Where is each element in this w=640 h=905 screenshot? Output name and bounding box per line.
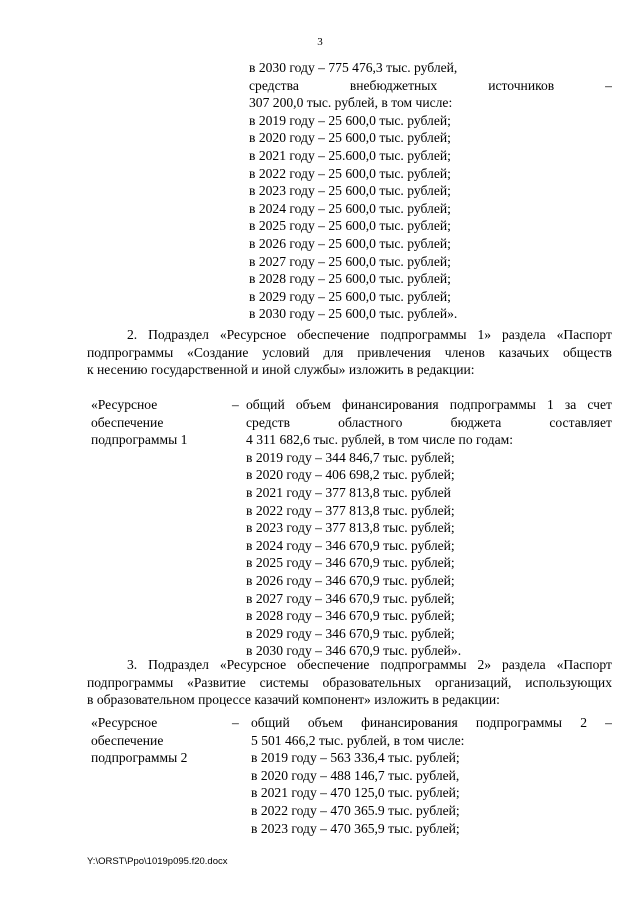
word: – bbox=[605, 77, 612, 93]
word: – bbox=[605, 715, 612, 730]
year-line: в 2024 году – 346 670,9 тыс. рублей; bbox=[246, 537, 455, 553]
year-line: в 2026 году – 25 600,0 тыс. рублей; bbox=[249, 236, 451, 251]
year-line: в 2025 году – 346 670,9 тыс. рублей; bbox=[246, 555, 455, 571]
word: обществ bbox=[563, 344, 612, 360]
year-line: в 2023 году – 377 813,8 тыс. рублей; bbox=[246, 520, 455, 536]
word: условий bbox=[262, 344, 310, 360]
year-line: в 2019 году – 344 846,7 тыс. рублей; bbox=[246, 449, 455, 465]
section3-resource-label: подпрограммы 2 bbox=[91, 750, 188, 766]
year-line: в 2021 году – 25.600,0 тыс. рублей; bbox=[249, 148, 451, 163]
word: 3. bbox=[127, 657, 138, 672]
file-path-footer: Y:\ORST\Ppo\1019p095.f20.docx bbox=[87, 856, 228, 867]
year-line: в 2028 году – 346 670,9 тыс. рублей; bbox=[246, 608, 455, 624]
word: раздела bbox=[501, 327, 546, 342]
year-line: в 2022 году – 470 365.9 тыс. рублей; bbox=[251, 803, 460, 818]
word: 2. bbox=[127, 327, 138, 342]
word: финансирования bbox=[341, 397, 439, 412]
word: 2 bbox=[580, 715, 588, 730]
word: составляет bbox=[549, 414, 612, 430]
funding-line: в 2030 году – 775 476,3 тыс. рублей, bbox=[249, 60, 458, 75]
section2-resource-label: «Ресурсное bbox=[91, 397, 158, 412]
year-line: в 2023 году – 25 600,0 тыс. рублей; bbox=[249, 183, 451, 199]
word: областного bbox=[338, 414, 403, 430]
year-line: в 2026 году – 346 670,9 тыс. рублей; bbox=[246, 573, 455, 588]
section3-desc-line1 bbox=[251, 714, 612, 732]
section2-resource-label: подпрограммы 1 bbox=[91, 432, 188, 448]
word: 1» bbox=[477, 327, 492, 342]
word: казачьих bbox=[498, 344, 550, 360]
word: подпрограммы bbox=[87, 674, 174, 690]
word: «Ресурсное bbox=[219, 657, 287, 672]
word: обеспечение bbox=[297, 327, 370, 342]
word: бюджета bbox=[450, 414, 502, 430]
word: за bbox=[564, 397, 577, 412]
year-line: в 2023 году – 470 365,9 тыс. рублей; bbox=[251, 820, 460, 836]
year-line: в 2029 году – 346 670,9 тыс. рублей; bbox=[246, 625, 455, 641]
year-line: в 2021 году – 470 125,0 тыс. рублей; bbox=[251, 785, 460, 801]
word: общий bbox=[251, 715, 290, 730]
word: Подраздел bbox=[148, 657, 209, 672]
word: объем bbox=[307, 715, 343, 730]
word: «Ресурсное bbox=[219, 327, 287, 342]
word: внебюджетных bbox=[349, 77, 438, 93]
section2-para-line2 bbox=[87, 344, 612, 362]
word: обеспечение bbox=[297, 657, 370, 672]
word: средств bbox=[246, 414, 290, 430]
year-line: в 2027 году – 346 670,9 тыс. рублей; bbox=[246, 590, 455, 606]
section3-para-line2 bbox=[87, 674, 612, 692]
word: раздела bbox=[501, 657, 546, 672]
section3-para-line3: в образовательном процессе казачий компонент» изложить в редакции: bbox=[87, 692, 500, 708]
section3-resource-label: обеспечение bbox=[91, 732, 164, 748]
year-line: в 2020 году – 488 146,7 тыс. рублей, bbox=[251, 767, 460, 783]
word: образовательных bbox=[322, 674, 422, 690]
word: Подраздел bbox=[148, 327, 209, 342]
word: подпрограммы bbox=[87, 344, 174, 360]
word: подпрограммы bbox=[380, 327, 467, 342]
word: привлечения bbox=[357, 344, 431, 360]
word: для bbox=[323, 344, 344, 360]
word: подпрограммы bbox=[449, 397, 536, 412]
word: «Паспорт bbox=[556, 657, 612, 672]
word: общий bbox=[246, 397, 285, 412]
section2-para-line1 bbox=[127, 326, 612, 344]
section2-para-line3: к несению государственной и иной службы» изложить в редакции: bbox=[87, 362, 475, 378]
section2-total: 4 311 682,6 тыс. рублей, в том числе по годам: bbox=[246, 432, 513, 448]
section3-resource-label: «Ресурсное bbox=[91, 715, 158, 730]
word: счет bbox=[587, 397, 612, 412]
extrabudgetary-line bbox=[249, 77, 612, 95]
year-line: в 2022 году – 377 813,8 тыс. рублей; bbox=[246, 502, 455, 518]
word: подпрограммы bbox=[475, 715, 563, 730]
section2-desc-line2 bbox=[246, 414, 612, 432]
year-line: в 2029 году – 25 600,0 тыс. рублей; bbox=[249, 288, 451, 304]
word: организаций, bbox=[435, 674, 512, 690]
year-line: в 2027 году – 25 600,0 тыс. рублей; bbox=[249, 253, 451, 269]
section2-resource-label: обеспечение bbox=[91, 414, 164, 430]
word: объем bbox=[295, 397, 331, 412]
year-line: в 2019 году – 25 600,0 тыс. рублей; bbox=[249, 112, 451, 128]
word: системы bbox=[259, 674, 309, 690]
word: «Развитие bbox=[187, 674, 246, 690]
page-number: 3 bbox=[317, 36, 323, 48]
section3-para-line1 bbox=[127, 656, 612, 674]
year-line: в 2025 году – 25 600,0 тыс. рублей; bbox=[249, 218, 451, 234]
word: членов bbox=[444, 344, 485, 360]
word: 1 bbox=[547, 397, 554, 412]
word: «Паспорт bbox=[556, 327, 612, 342]
year-line: в 2024 году – 25 600,0 тыс. рублей; bbox=[249, 200, 451, 216]
year-line: в 2020 году – 25 600,0 тыс. рублей; bbox=[249, 130, 451, 146]
year-line: в 2022 году – 25 600,0 тыс. рублей; bbox=[249, 165, 451, 181]
extrabudgetary-total: 307 200,0 тыс. рублей, в том числе: bbox=[249, 95, 453, 111]
year-line: в 2028 году – 25 600,0 тыс. рублей; bbox=[249, 271, 451, 287]
year-line: в 2021 году – 377 813,8 тыс. рублей bbox=[246, 485, 451, 500]
word: «Создание bbox=[187, 344, 249, 360]
word: 2» bbox=[477, 657, 492, 672]
word: средства bbox=[249, 77, 299, 93]
year-line: в 2030 году – 346 670,9 тыс. рублей». bbox=[246, 643, 462, 659]
word: источников bbox=[488, 77, 555, 93]
section3-dash: – bbox=[232, 715, 239, 730]
section2-dash: – bbox=[232, 397, 239, 412]
section2-desc-line1 bbox=[246, 396, 612, 414]
word: использующих bbox=[525, 674, 612, 690]
section3-total: 5 501 466,2 тыс. рублей, в том числе: bbox=[251, 732, 465, 748]
word: подпрограммы bbox=[380, 657, 467, 672]
year-line: в 2030 году – 25 600,0 тыс. рублей». bbox=[249, 306, 458, 322]
year-line: в 2020 году – 406 698,2 тыс. рублей; bbox=[246, 467, 455, 483]
year-line: в 2019 году – 563 336,4 тыс. рублей; bbox=[251, 750, 460, 766]
word: финансирования bbox=[361, 715, 458, 730]
